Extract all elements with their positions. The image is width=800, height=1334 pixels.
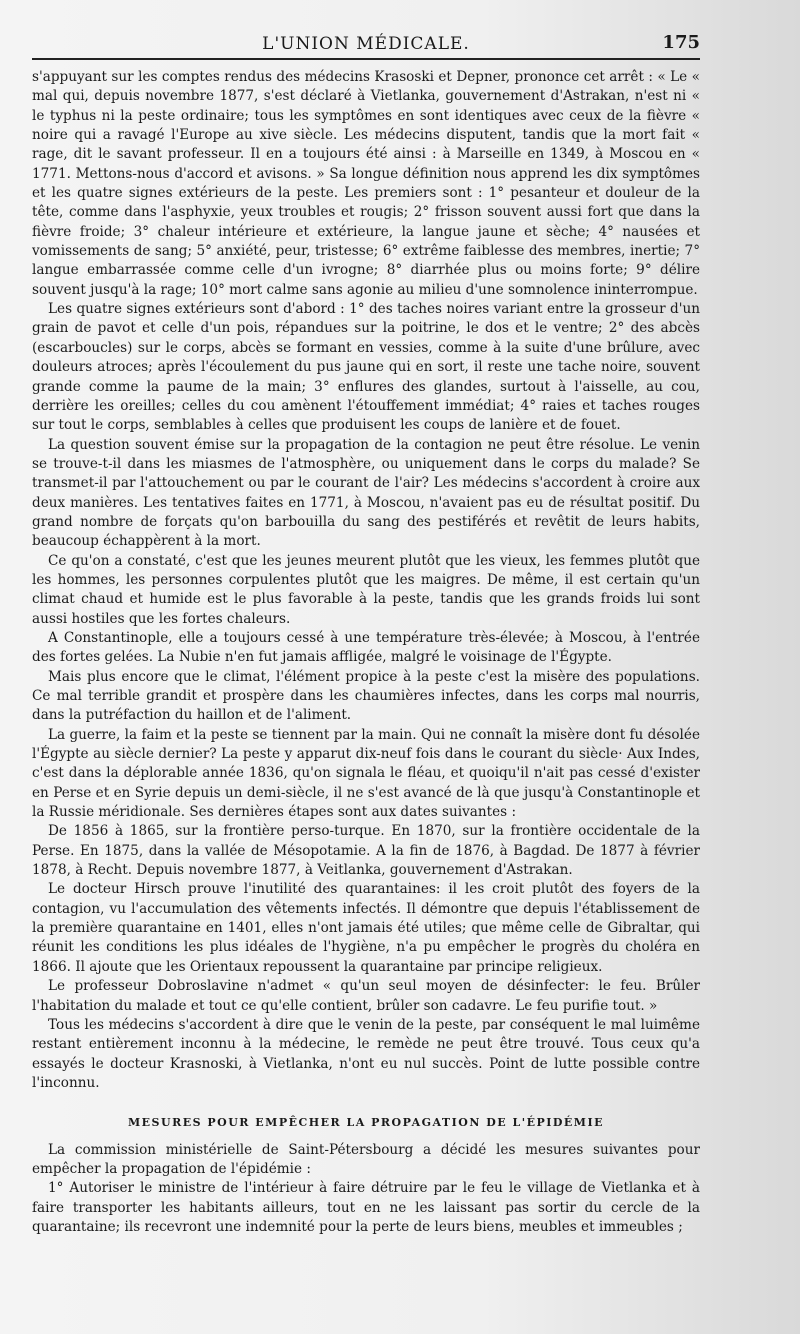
page-number: 175	[662, 32, 700, 53]
paragraph: Le professeur Dobroslavine n'admet « qu'un seul moyen de désinfecter: le feu. Brûler l'habitation du malade et tout ce qu'elle contient, brûler son cadavre. Le feu purifie tout. »	[32, 978, 700, 1014]
paragraph: Ce qu'on a constaté, c'est que les jeunes meurent plutôt que les vieux, les femmes plutôt que les hommes, les personnes corpulentes plutôt que les maigres. De même, il est certain qu'un climat chaud et humide est le plus favorable à la peste, tandis que les grands froids lui sont aussi hostiles que les fortes chaleurs.	[32, 552, 700, 627]
running-head	[32, 30, 700, 56]
paragraph: Le docteur Hirsch prouve l'inutilité des quarantaines: il les croit plutôt des foyers de la contagion, vu l'accumulation des vêtements infectés. Il démontre que depuis l'établissement de la première quarantaine en 1401, elles n'ont jamais été utiles; que même celle de Gibraltar, qui réunit les conditions les plus idéales de l'hygiène, n'a pu empêcher le progrès du choléra en 1866. Il ajoute que les Orientaux repoussent la quarantaine par principe religieux.	[32, 881, 700, 975]
paragraph: Mais plus encore que le climat, l'élément propice à la peste c'est la misère des populations. Ce mal terrible grandit et prospère dans les chaumières infectes, dans les corps mal nourris, dans la putréfaction du haillon et de l'aliment.	[32, 668, 700, 724]
section-heading: MESURES POUR EMPÊCHER LA PROPAGATION DE L'ÉPIDÉMIE	[127, 1116, 605, 1130]
paragraph: A Constantinople, elle a toujours cessé à une température très-élevée; à Moscou, à l'entrée des fortes gelées. La Nubie n'en fut jamais affligée, malgré le voisinage de l'Égypte.	[32, 629, 700, 666]
paragraph: La guerre, la faim et la peste se tiennent par la main. Qui ne connaît la misère dont fu désolée l'Égypte au siècle dernier? La peste y apparut dix-neuf fois dans le courant du siècle· Aux Indes, c'est dans la déplorable année 1836, qu'on signala le fléau, et quoiqu'il n'ait pas cessé d'exister en Perse et en Syrie depuis un demi-siècle, il ne s'est avancé de là que jusqu'à Constantinople et la Russie méridionale. Ses dernières étapes sont aux dates suivantes :	[32, 726, 700, 821]
header-rule	[32, 58, 700, 60]
paragraph: Les quatre signes extérieurs sont d'abord : 1° des taches noires variant entre la grosseur d'un grain de pavot et celle d'un pois, répandues sur la poitrine, le dos et le ventre; 2° des abcès (escarboucles) sur le corps, abcès se formant en vessies, comme à la suite d'une brûlure, avec douleurs atroces; après l'écoulement du pus jaune qui en sort, il reste une tache noire, souvent grande comme la paume de la main; 3° enflures des glandes, surtout à l'aisselle, au cou, derrière les oreilles; celles du cou amènent l'étouffement immédiat; 4° raies et taches rouges sur tout le corps, semblables à celles que produisent les coups de lanière et de fouet.	[32, 301, 700, 434]
paragraph: De 1856 à 1865, sur la frontière perso-turque. En 1870, sur la frontière occidentale de la Perse. En 1875, dans la vallée de Mésopotamie. A la fin de 1876, à Bagdad. De 1877 à février 1878, à Recht. Depuis novembre 1877, à Veitlanka, gouvernement d'Astrakan.	[32, 823, 700, 879]
paragraph: Tous les médecins s'accordent à dire que le venin de la peste, par conséquent le mal luimême restant entièrement inconnu à la médecine, le remède ne peut être trouvé. Tous ceux qu'a essayés le docteur Krasnoski, à Vietlanka, n'ont eu nul succès. Point de lutte possible contre l'inconnu.	[32, 1016, 700, 1091]
journal-title: L'UNION MÉDICALE.	[262, 34, 470, 54]
paragraph: La commission ministérielle de Saint-Pétersbourg a décidé les mesures suivantes pour empêcher la propagation de l'épidémie :	[32, 1141, 700, 1177]
paragraph: 1° Autoriser le ministre de l'intérieur à faire détruire par le feu le village de Vietlanka et à faire transporter les habitants ailleurs, tout en ne les laissant pas sortir du cercle de la quarantaine; ils recevront une indemnité pour la perte de leurs biens, meubles et immeubles ;	[32, 1180, 700, 1235]
paragraph: La question souvent émise sur la propagation de la contagion ne peut être résolue. Le venin se trouve-t-il dans les miasmes de l'atmosphère, ou uniquement dans le corps du malade? Se transmet-il par l'attouchement ou par le courant de l'air? Les médecins s'accordent à croire aux deux manières. Les tentatives faites en 1771, à Moscou, n'avaient pas eu de résultat positif. Du grand nombre de forçats qu'on barbouilla du sang des pestiférés et revêtit de leurs habits, beaucoup échappèrent à la mort.	[32, 436, 700, 550]
paragraph: s'appuyant sur les comptes rendus des médecins Krasoski et Depner, prononce cet arrêt : « Le « mal qui, depuis novembre 1877, s'est déclaré à Vietlanka, gouvernement d'Astrakan, n'est ni « le typhus ni la peste ordinaire; tous les symptômes en sont identiques avec ceux de la fièvre « noire qui a ravagé l'Europe au xive siècle. Les médecins disputent, tandis que la mort fait « rage, dit le savant professeur. Il en a toujours été ainsi : à Marseille en 1349, à Moscou en « 1771. Mettons-nous d'accord et avisons. » Sa longue définition nous apprend les dix symptômes et les quatre signes extérieurs de la peste. Les premiers sont : 1° pesanteur et douleur de la tête, comme dans l'asphyxie, yeux troubles et rougis; 2° frisson souvent aussi fort que dans la fièvre froide; 3° chaleur intérieure et extérieure, la langue jaune et sèche; 4° nausées et vomissements de sang; 5° anxiété, peur, tristesse; 6° extrême faiblesse des membres, inertie; 7° langue embarrassée comme celle d'un ivrogne; 8° diarrhée plus ou moins forte; 9° délire souvent jusqu'à la rage; 10° mort calme sans agonie au milieu d'une somnolence ininterrompue.	[32, 69, 700, 298]
article-body	[32, 68, 700, 1237]
